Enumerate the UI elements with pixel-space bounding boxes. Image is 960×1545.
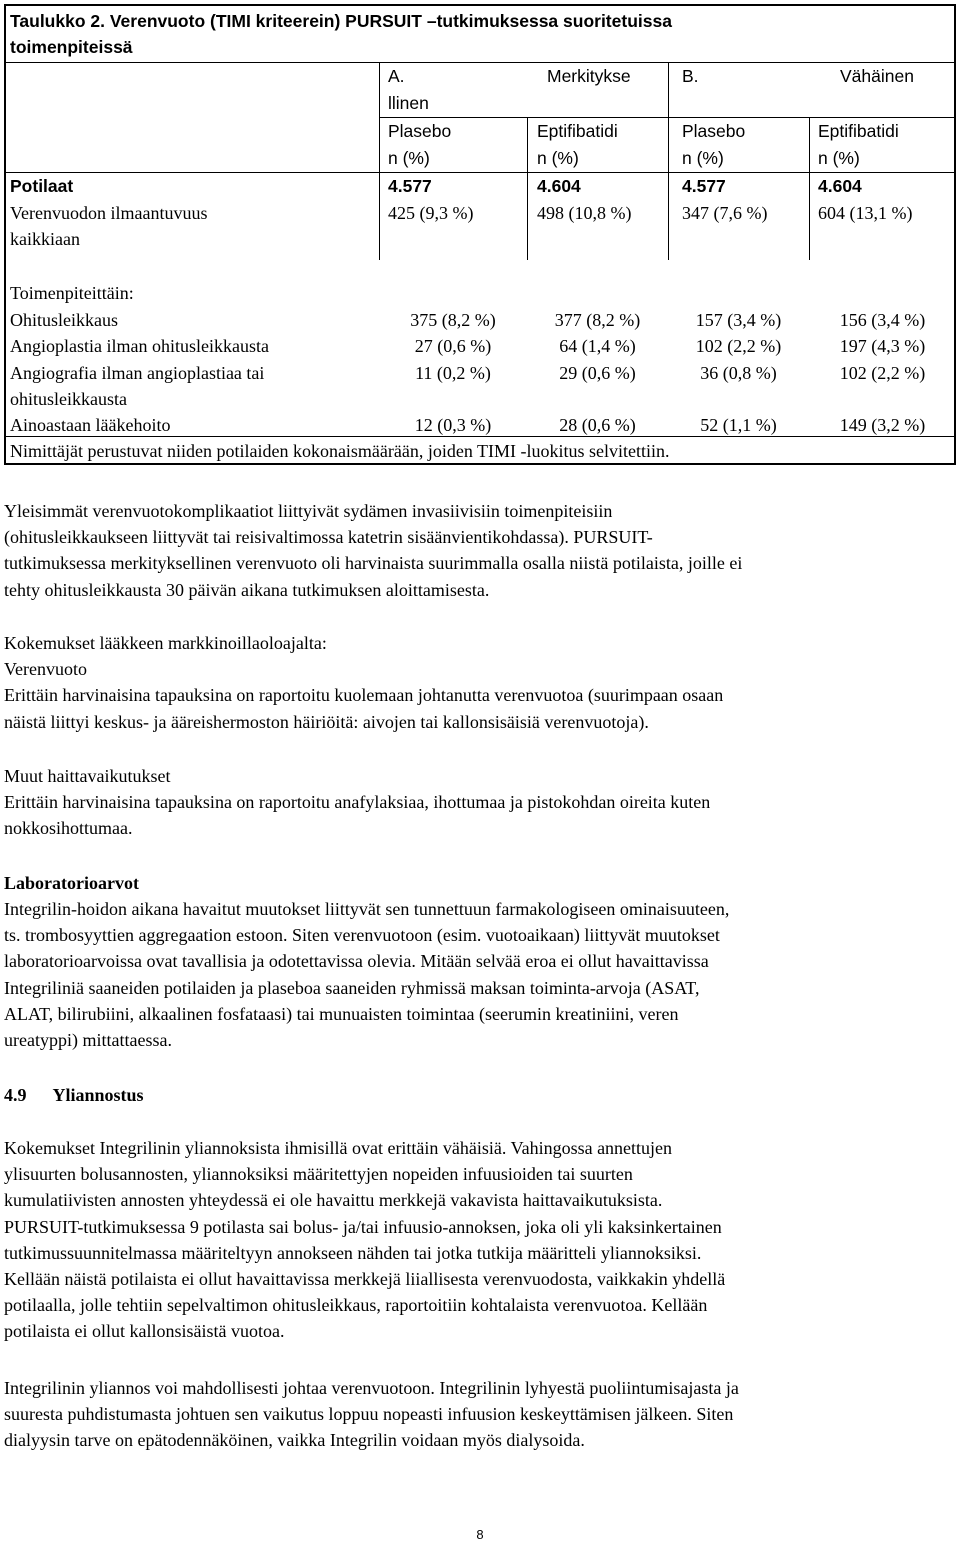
text-line: tutkimussuunnitelmassa määriteltyyn annokseen nähden tai jotka tutkija määritteli yliannoksiksi. [4, 1242, 702, 1263]
table-rule [668, 172, 669, 260]
table-cell: 375 (8,2 %) [410, 310, 496, 330]
text-line: (ohitusleikkaukseen liittyvät tai reisivaltimossa katetrin sisäänvientikohdassa). PURSUIT- [4, 527, 653, 548]
table-cell: 425 (9,3 %) [388, 203, 474, 223]
col-header-label: Eptifibatidi [818, 121, 899, 141]
table-rule [809, 172, 810, 260]
text-line: Integrilin-hoidon aikana havaitut muutokset liittyvät sen tunnettuun farmakologiseen ominaisuuteen, [4, 899, 730, 919]
row-label-procedure: Angioplastia ilman ohitusleikkausta [10, 336, 269, 356]
paragraph-other-adverse-effects [4, 763, 956, 842]
col-header-label: Plasebo [388, 121, 452, 141]
table-cell: 347 (7,6 %) [682, 203, 768, 223]
col-header-unit: n (%) [682, 148, 724, 168]
table-footnote: Nimittäjät perustuvat niiden potilaiden kokonaismäärään, joiden TIMI -luokitus selvitettiin. [10, 441, 670, 461]
table-cell: 197 (4,3 %) [839, 336, 926, 356]
table-cell: 102 (2,2 %) [695, 336, 782, 356]
text-line: tehty ohitusleikkausta 30 päivän aikana tutkimuksen aloittamisesta. [4, 579, 490, 600]
text-line: Kellään näistä potilaista ei ollut havaittavissa merkkejä liiallisesta verenvuodosta, vaikkakin yhdellä [4, 1269, 726, 1290]
paragraph-laboratory-values [4, 896, 956, 1053]
row-label-bleeding-total: kaikkiaan [10, 229, 80, 249]
table-cell: 102 (2,2 %) [839, 363, 926, 383]
col-header-label: Plasebo [682, 121, 746, 141]
table-caption: Taulukko 2. Verenvuoto (TIMI kriteerein) PURSUIT –tutkimuksessa suoritetuissa [10, 11, 672, 31]
row-label-procedure: Angiografia ilman angioplastiaa tai [10, 363, 265, 383]
table-rule [527, 117, 528, 172]
table-cell: 4.577 [682, 176, 726, 196]
text-line: Integriliniä saaneiden potilaiden ja plaseboa saaneiden ryhmissä maksan toiminta-arvoja (ASAT, [4, 977, 700, 998]
group-b-prefix: B. [682, 66, 699, 86]
text-line: Kokemukset lääkkeen markkinoillaoloajalta: [4, 633, 327, 653]
table-cell: 64 (1,4 %) [559, 336, 636, 356]
text-line: laboratorioarvoissa ovat tavallisia ja odotettavissa olevia. Mitään selvää eroa ei ollut havaittavissa [4, 951, 709, 972]
paragraph-post-marketing [4, 630, 956, 735]
table-cell: 498 (10,8 %) [537, 203, 632, 223]
text-line: Yleisimmät verenvuotokomplikaatiot liittyivät sydämen invasiivisiin toimenpiteisiin [4, 501, 613, 521]
text-line: näistä liittyi keskus- ja ääreishermoston häiriöitä: aivojen tai kallonsisäisiä verenvuotoja). [4, 711, 649, 732]
table-cell: 4.604 [818, 176, 862, 196]
paragraph-complications [4, 498, 956, 603]
table-rule [6, 62, 954, 63]
table-cell: 29 (0,6 %) [559, 363, 636, 383]
table-caption: toimenpiteissä [10, 37, 133, 57]
group-a-word: Merkitykse [547, 66, 631, 86]
text-line: nokkosihottumaa. [4, 818, 133, 839]
table-cell: 4.604 [537, 176, 581, 196]
text-line: potilaalla, jolle tehtiin sepelvaltimon ohitusleikkaus, raportoitiin kohtalaista verenvuotoa. Kellään [4, 1295, 708, 1316]
row-label-procedure: ohitusleikkausta [10, 389, 127, 409]
heading-laboratory-values [4, 870, 956, 896]
col-header-label: Eptifibatidi [537, 121, 618, 141]
table-cell: 156 (3,4 %) [839, 310, 926, 330]
table-rule [379, 62, 380, 172]
col-header-unit: n (%) [537, 148, 579, 168]
text-line: suuresta puhdistumasta johtuen sen vaikutus loppuu nopeasti infuusion keskeyttämisen jälkeen. Siten [4, 1404, 734, 1425]
bleeding-table [4, 4, 956, 465]
table-cell: 4.577 [388, 176, 432, 196]
section-title: Yliannostus [52, 1085, 144, 1105]
table-cell: 27 (0,6 %) [414, 336, 492, 356]
text-line: ts. trombosyyttien aggregaation estoon. Siten verenvuotoon (esim. vuotoaikaan) liittyvät muutokset [4, 925, 720, 946]
table-cell: 36 (0,8 %) [700, 363, 777, 383]
row-label-bleeding-total: Verenvuodon ilmaantuvuus [10, 203, 208, 223]
table-cell: 11 (0,2 %) [415, 363, 491, 383]
table-rule [6, 172, 954, 173]
paragraph-overdose-experience [4, 1135, 956, 1345]
text-line: Kokemukset Integrilinin yliannoksista ihmisillä ovat erittäin vähäisiä. Vahingossa annettujen [4, 1138, 673, 1158]
row-label-procedure: Ainoastaan lääkehoito [10, 415, 171, 435]
section-label-by-procedure: Toimenpiteittäin: [10, 283, 134, 303]
text-line: Integrilinin yliannos voi mahdollisesti johtaa verenvuotoon. Integrilinin lyhyestä puoliintumisajasta ja [4, 1378, 739, 1398]
text-line: dialyysin tarve on epätodennäköinen, vaikka Integrilin voidaan myös dialysoida. [4, 1430, 585, 1451]
section-heading-overdose [4, 1082, 956, 1108]
group-a-prefix: A. [388, 66, 405, 86]
row-label-procedure: Ohitusleikkaus [10, 310, 118, 330]
section-number: 4.9 [4, 1085, 27, 1105]
text-line: Muut haittavaikutukset [4, 766, 171, 786]
paragraph-overdose-management [4, 1375, 956, 1454]
text-line: ureatyppi) mittattaessa. [4, 1030, 172, 1051]
table-cell: 28 (0,6 %) [559, 415, 636, 435]
text-line: tutkimuksessa merkityksellinen verenvuoto oli harvinaista suurimmalla osalla niistä potilaista, joille ei [4, 553, 743, 574]
table-cell: 149 (3,2 %) [839, 415, 926, 435]
text-line: Erittäin harvinaisina tapauksina on raportoitu kuolemaan johtanutta verenvuotoa (suurimpaan osaan [4, 685, 724, 706]
page-number: 8 [476, 1527, 484, 1542]
text-line: PURSUIT-tutkimuksessa 9 potilasta sai bolus- ja/tai infuusio-annoksen, joka oli yli kaksinkertainen [4, 1216, 722, 1237]
group-b-word: Vähäinen [840, 66, 914, 86]
text-line: kumulatiivisten annosten yhteydessä ei ole havaittu merkkejä vakavista haittavaikutuksista. [4, 1190, 663, 1211]
heading-text: Laboratorioarvot [4, 873, 139, 893]
col-header-unit: n (%) [818, 148, 860, 168]
table-rule [668, 62, 669, 172]
table-rule [527, 172, 528, 260]
text-line: ylisuurten bolusannosten, yliannoksiksi määritettyjen nopeiden infuusioiden tai suurten [4, 1164, 633, 1185]
text-line: ALAT, bilirubiini, alkaalinen fosfataasi) tai munuaisten toimintaa (seerumin kreatiniini, veren [4, 1003, 679, 1024]
text-line: potilaista ei ollut kallonsisäistä vuotoa. [4, 1321, 285, 1342]
col-header-unit: n (%) [388, 148, 430, 168]
text-line: Verenvuoto [4, 659, 87, 680]
table-cell: 157 (3,4 %) [695, 310, 782, 330]
row-label-patients: Potilaat [10, 176, 74, 196]
text-line: Erittäin harvinaisina tapauksina on raportoitu anafylaksiaa, ihottumaa ja pistokohdan oireita kuten [4, 792, 711, 813]
table-cell: 604 (13,1 %) [818, 203, 913, 223]
table-rule [379, 172, 380, 260]
table-cell: 377 (8,2 %) [554, 310, 641, 330]
table-rule [809, 117, 810, 172]
table-cell: 12 (0,3 %) [414, 415, 492, 435]
table-cell: 52 (1,1 %) [700, 415, 777, 435]
group-a-word-cont: llinen [388, 93, 429, 113]
